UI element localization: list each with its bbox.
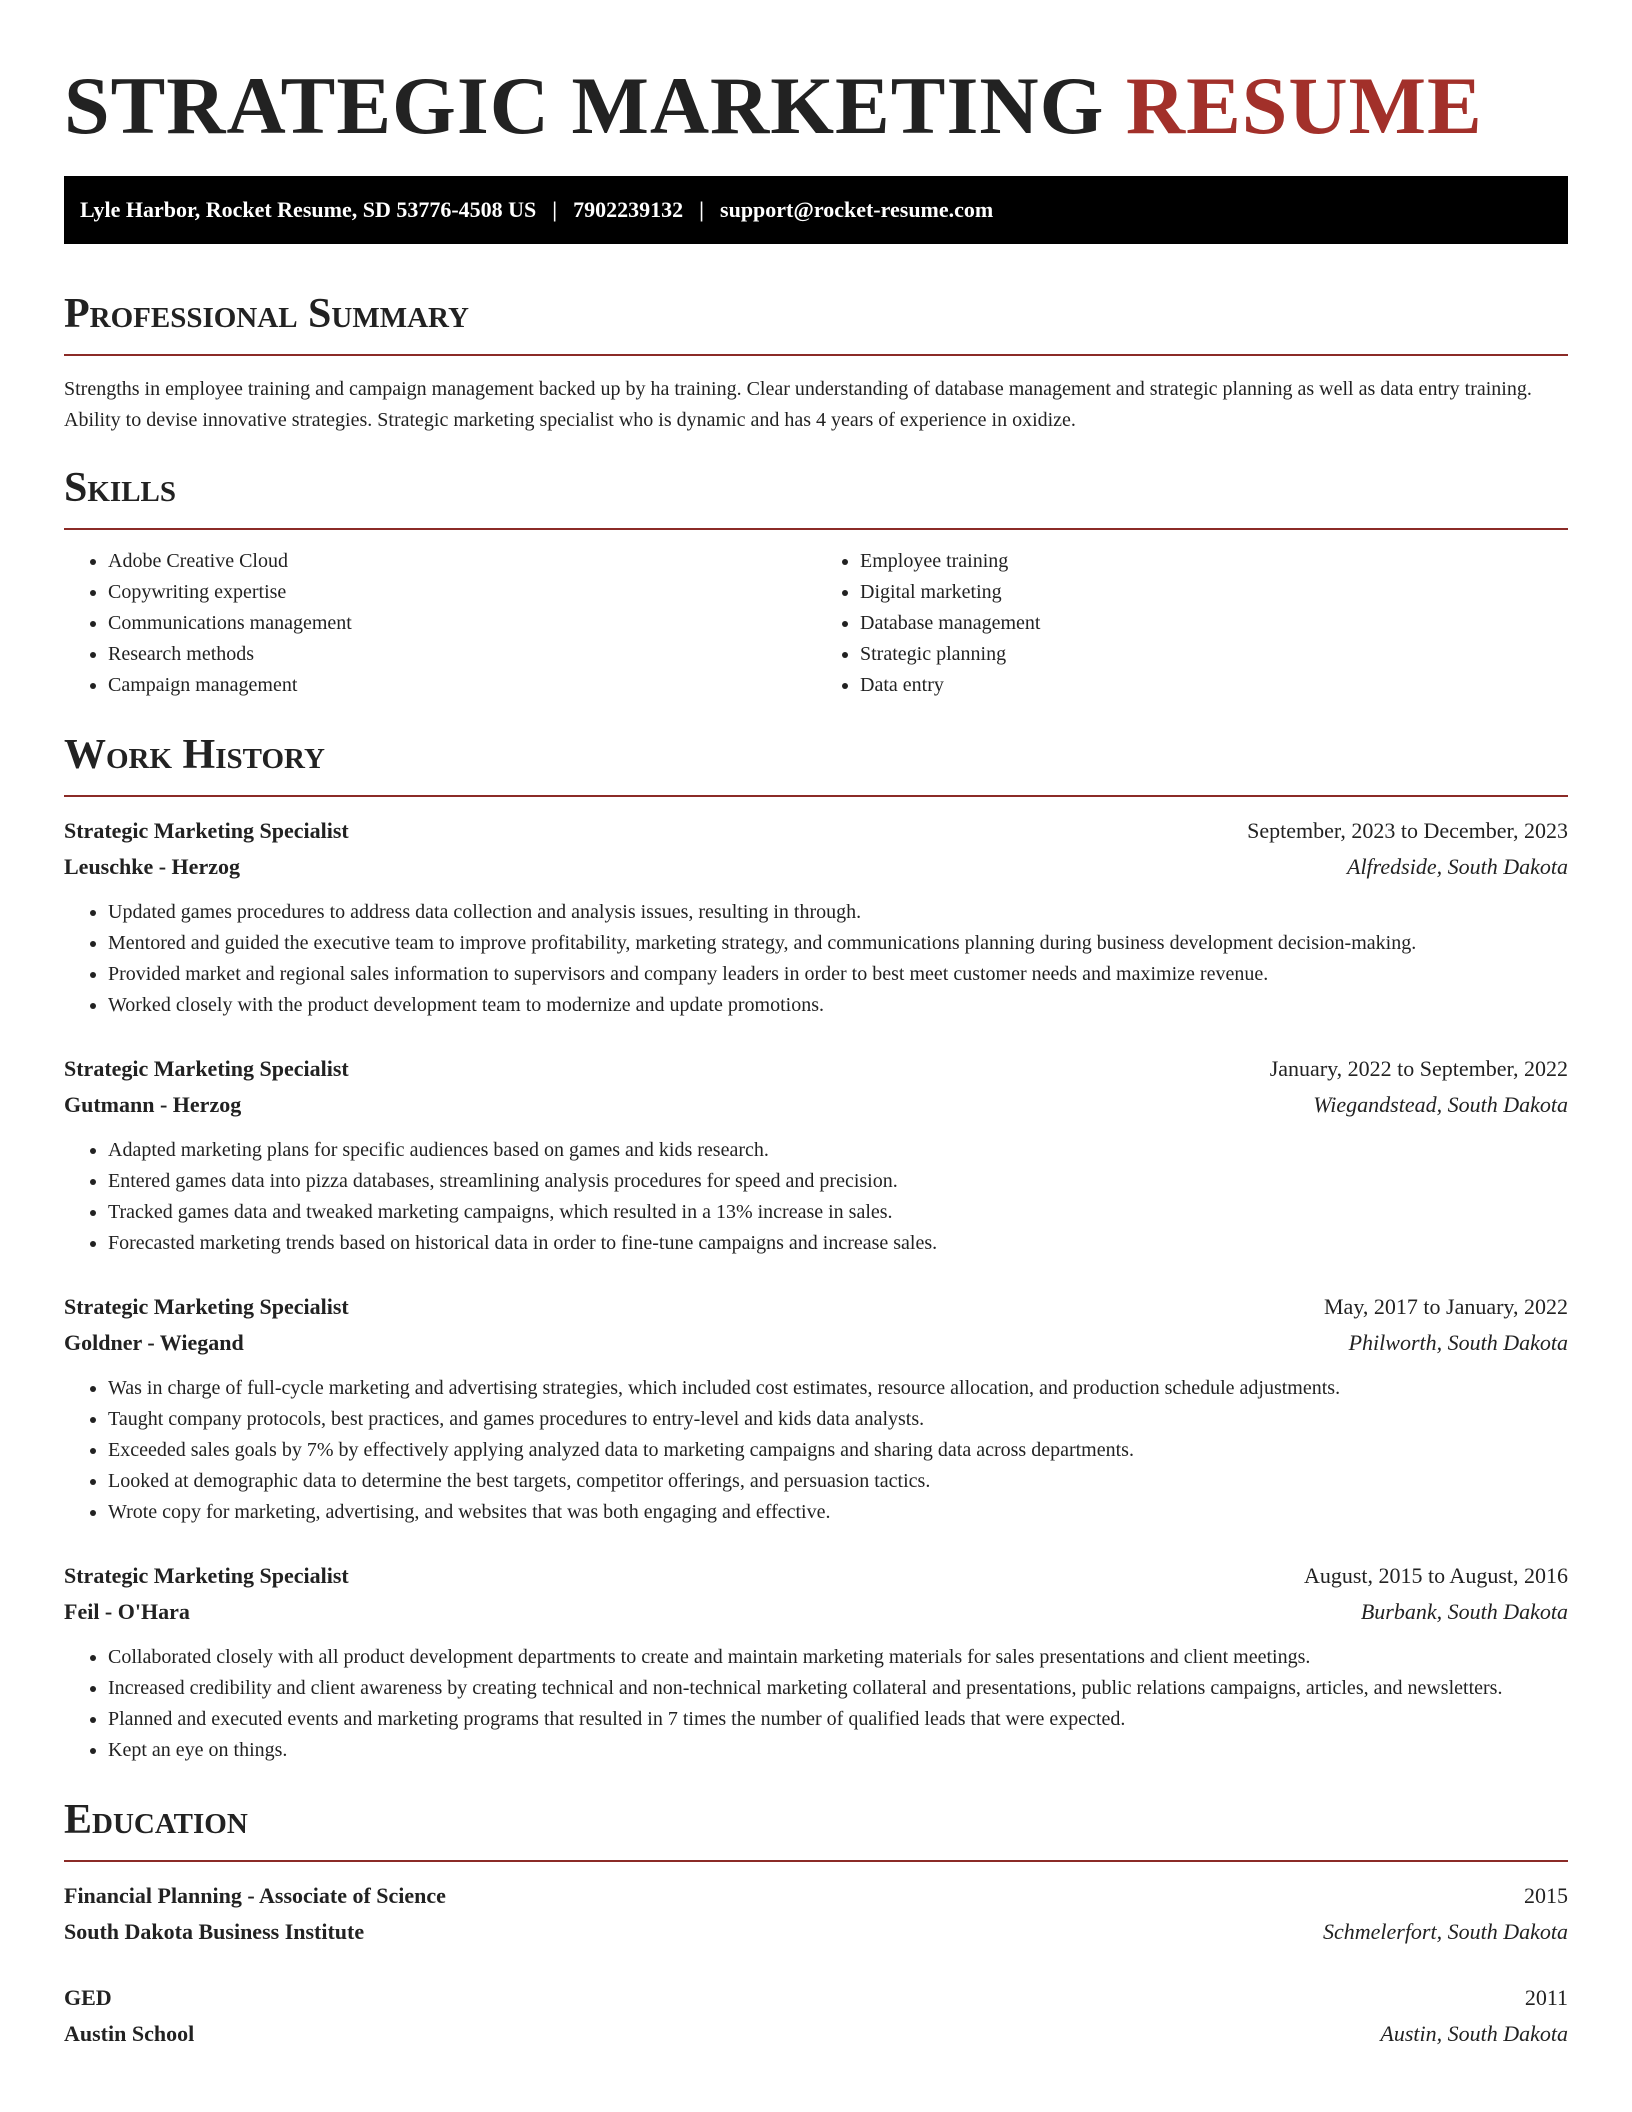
education-entry [64, 1878, 1568, 1950]
resume-title [64, 56, 1568, 156]
skills-list-right [816, 546, 1568, 701]
job-bullets [64, 1135, 1568, 1259]
job-bullet: • Adapted marketing plans for specific audiences based on games and kids research. [108, 1135, 1568, 1166]
section-title-education: Education [64, 1797, 248, 1843]
job-entry [64, 1289, 1568, 1528]
skill-item: • Adobe Creative Cloud [108, 546, 816, 577]
skills-list-left [64, 546, 816, 701]
job-header-row [64, 1051, 1568, 1087]
skill-item: • Communications management [108, 608, 816, 639]
education-school-row [64, 1914, 1568, 1950]
title-accent: RESUME [1125, 60, 1483, 151]
contact-separator: | [699, 197, 705, 222]
job-company-row [64, 1325, 1568, 1361]
job-bullet: • Collaborated closely with all product development departments to create and maintain marketing materials for sales presentations and client meetings. [108, 1642, 1568, 1673]
education-school: South Dakota Business Institute [64, 1919, 365, 1944]
job-company-row [64, 1594, 1568, 1630]
contact-bar [64, 176, 1568, 244]
contact-separator: | [552, 197, 558, 222]
job-company-row [64, 1087, 1568, 1123]
contact-phone: 7902239132 [573, 197, 684, 222]
job-location: Alfredside, South Dakota [1347, 854, 1568, 879]
job-dates: September, 2023 to December, 2023 [1247, 818, 1568, 843]
job-bullet: • Wrote copy for marketing, advertising, and websites that was both engaging and effective. [108, 1497, 1568, 1528]
section-divider [64, 354, 1568, 356]
job-location: Wiegandstead, South Dakota [1313, 1092, 1568, 1117]
section-title-summary: Professional Summary [64, 291, 469, 337]
job-company: Leuschke - Herzog [64, 854, 240, 879]
contact-address: Lyle Harbor, Rocket Resume, SD 53776-4508 US [80, 197, 537, 222]
summary-text: Strengths in employee training and campaign management backed up by ha training. Clear understanding of database management and strategic planning as well as data entry training. Ability to devise innovative strategies. Strategic marketing specialist who is dynamic and has 4 years of experience in oxidize. [64, 378, 1532, 431]
job-title: Strategic Marketing Specialist [64, 818, 349, 843]
job-bullet: • Taught company protocols, best practices, and games procedures to entry-level and kids data analysts. [108, 1404, 1568, 1435]
job-dates: May, 2017 to January, 2022 [1324, 1294, 1568, 1319]
education-section [64, 1794, 1568, 2052]
education-school: Austin School [64, 2021, 195, 2046]
job-entry [64, 813, 1568, 1021]
job-dates: August, 2015 to August, 2016 [1303, 1563, 1568, 1588]
education-degree: Financial Planning - Associate of Science [64, 1883, 446, 1908]
education-degree: GED [64, 1985, 112, 2010]
job-company: Goldner - Wiegand [64, 1330, 244, 1355]
skill-item: • Data entry [860, 670, 1568, 701]
job-title: Strategic Marketing Specialist [64, 1056, 349, 1081]
job-bullet: • Planned and executed events and marketing programs that resulted in 7 times the number of qualified leads that were expected. [108, 1704, 1568, 1735]
education-school-row [64, 2016, 1568, 2052]
skill-item: • Strategic planning [860, 639, 1568, 670]
job-entry [64, 1558, 1568, 1766]
section-divider [64, 795, 1568, 797]
work-history-section [64, 729, 1568, 1766]
job-header-row [64, 1558, 1568, 1594]
education-header-row [64, 1980, 1568, 2016]
skill-item: • Research methods [108, 639, 816, 670]
skill-item: • Database management [860, 608, 1568, 639]
education-year: 2015 [1524, 1883, 1568, 1908]
skill-item: • Digital marketing [860, 577, 1568, 608]
job-title: Strategic Marketing Specialist [64, 1294, 349, 1319]
job-bullet: • Provided market and regional sales information to supervisors and company leaders in order to best meet customer needs and maximize revenue. [108, 959, 1568, 990]
skills-columns [64, 546, 1568, 701]
job-header-row [64, 1289, 1568, 1325]
job-company: Gutmann - Herzog [64, 1092, 242, 1117]
education-entry [64, 1980, 1568, 2052]
job-location: Burbank, South Dakota [1360, 1599, 1568, 1624]
education-location: Schmelerfort, South Dakota [1322, 1919, 1568, 1944]
skills-section [64, 462, 1568, 701]
skill-item: • Copywriting expertise [108, 577, 816, 608]
job-header-row [64, 813, 1568, 849]
job-bullet: • Kept an eye on things. [108, 1735, 1568, 1766]
job-entry [64, 1051, 1568, 1259]
job-bullet: • Mentored and guided the executive team to improve profitability, marketing strategy, and communications planning during business development decision-making. [108, 928, 1568, 959]
job-bullet: • Updated games procedures to address data collection and analysis issues, resulting in through. [108, 897, 1568, 928]
contact-email: support@rocket-resume.com [720, 197, 994, 222]
job-bullets [64, 1373, 1568, 1528]
skill-item: • Employee training [860, 546, 1568, 577]
education-location: Austin, South Dakota [1380, 2021, 1568, 2046]
job-bullet: • Forecasted marketing trends based on historical data in order to fine-tune campaigns and increase sales. [108, 1228, 1568, 1259]
section-divider [64, 1860, 1568, 1862]
education-header-row [64, 1878, 1568, 1914]
job-dates: January, 2022 to September, 2022 [1269, 1056, 1568, 1081]
job-bullets [64, 1642, 1568, 1766]
job-bullet: • Looked at demographic data to determine the best targets, competitor offerings, and persuasion tactics. [108, 1466, 1568, 1497]
skill-item: • Campaign management [108, 670, 816, 701]
job-bullet: • Entered games data into pizza databases, streamlining analysis procedures for speed and precision. [108, 1166, 1568, 1197]
title-main: STRATEGIC MARKETING [64, 60, 1105, 151]
job-bullet: • Worked closely with the product development team to modernize and update promotions. [108, 990, 1568, 1021]
job-company: Feil - O'Hara [64, 1599, 190, 1624]
job-title: Strategic Marketing Specialist [64, 1563, 349, 1588]
summary-section [64, 288, 1568, 436]
section-title-work-history: Work History [64, 732, 325, 778]
job-bullets [64, 897, 1568, 1021]
job-bullet: • Was in charge of full-cycle marketing and advertising strategies, which included cost estimates, resource allocation, and production schedule adjustments. [108, 1373, 1568, 1404]
section-title-skills: Skills [64, 465, 177, 511]
job-company-row [64, 849, 1568, 885]
job-bullet: • Exceeded sales goals by 7% by effectively applying analyzed data to marketing campaigns and sharing data across departments. [108, 1435, 1568, 1466]
job-bullet: • Tracked games data and tweaked marketing campaigns, which resulted in a 13% increase in sales. [108, 1197, 1568, 1228]
section-divider [64, 528, 1568, 530]
job-bullet: • Increased credibility and client awareness by creating technical and non-technical marketing collateral and presentations, public relations campaigns, articles, and newsletters. [108, 1673, 1568, 1704]
job-location: Philworth, South Dakota [1348, 1330, 1568, 1355]
education-year: 2011 [1524, 1985, 1568, 2010]
